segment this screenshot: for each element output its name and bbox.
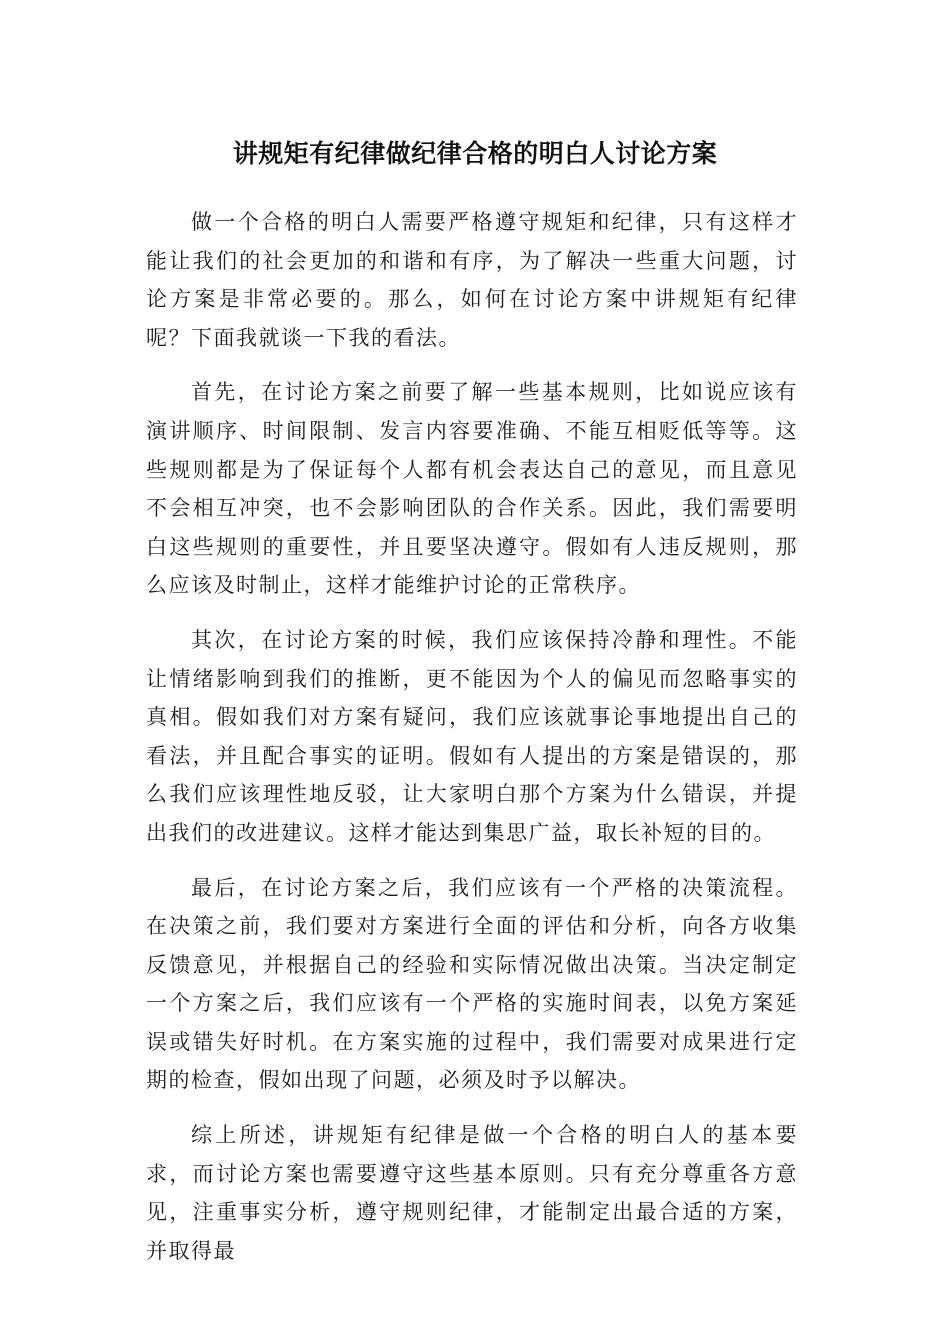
paragraph-intro: 做一个合格的明白人需要严格遵守规矩和纪律，只有这样才能让我们的社会更加的和谐和有序，为了解决一些重大问题，讨论方案是非常必要的。那么，如何在讨论方案中讲规矩有纪律呢？下面我就谈一下我的看法。	[146, 210, 798, 350]
paragraph-second: 其次，在讨论方案的时候，我们应该保持冷静和理性。不能让情绪影响到我们的推断，更不能因为个人的偏见而忽略事实的真相。假如我们对方案有疑问，我们应该就事论事地提出自己的看法，并且配合事实的证明。假如有人提出的方案是错误的，那么我们应该理性地反驳，让大家明白那个方案为什么错误，并提出我们的改进建议。这样才能达到集思广益，取长补短的目的。	[146, 627, 798, 845]
paragraph-first: 首先，在讨论方案之前要了解一些基本规则，比如说应该有演讲顺序、时间限制、发言内容要准确、不能互相贬低等等。这些规则都是为了保证每个人都有机会表达自己的意见，而且意见不会相互冲突，也不会影响团队的合作关系。因此，我们需要明白这些规则的重要性，并且要坚决遵守。假如有人违反规则，那么应该及时制止，这样才能维护讨论的正常秩序。	[146, 380, 798, 598]
document-body	[146, 203, 798, 1286]
document-title: 讲规矩有纪律做纪律合格的明白人讨论方案	[232, 139, 718, 168]
paragraph-summary: 综上所述，讲规矩有纪律是做一个合格的明白人的基本要求，而讨论方案也需要遵守这些基本原则。只有充分尊重各方意见，注重事实分析，遵守规则纪律，才能制定出最合适的方案，并取得最	[146, 1123, 798, 1263]
paragraph-last: 最后，在讨论方案之后，我们应该有一个严格的决策流程。在决策之前，我们要对方案进行全面的评估和分析，向各方收集反馈意见，并根据自己的经验和实际情况做出决策。当决定制定一个方案之后，我们应该有一个严格的实施时间表，以免方案延误或错失好时机。在方案实施的过程中，我们需要对成果进行定期的检查，假如出现了问题，必须及时予以解决。	[146, 875, 798, 1093]
